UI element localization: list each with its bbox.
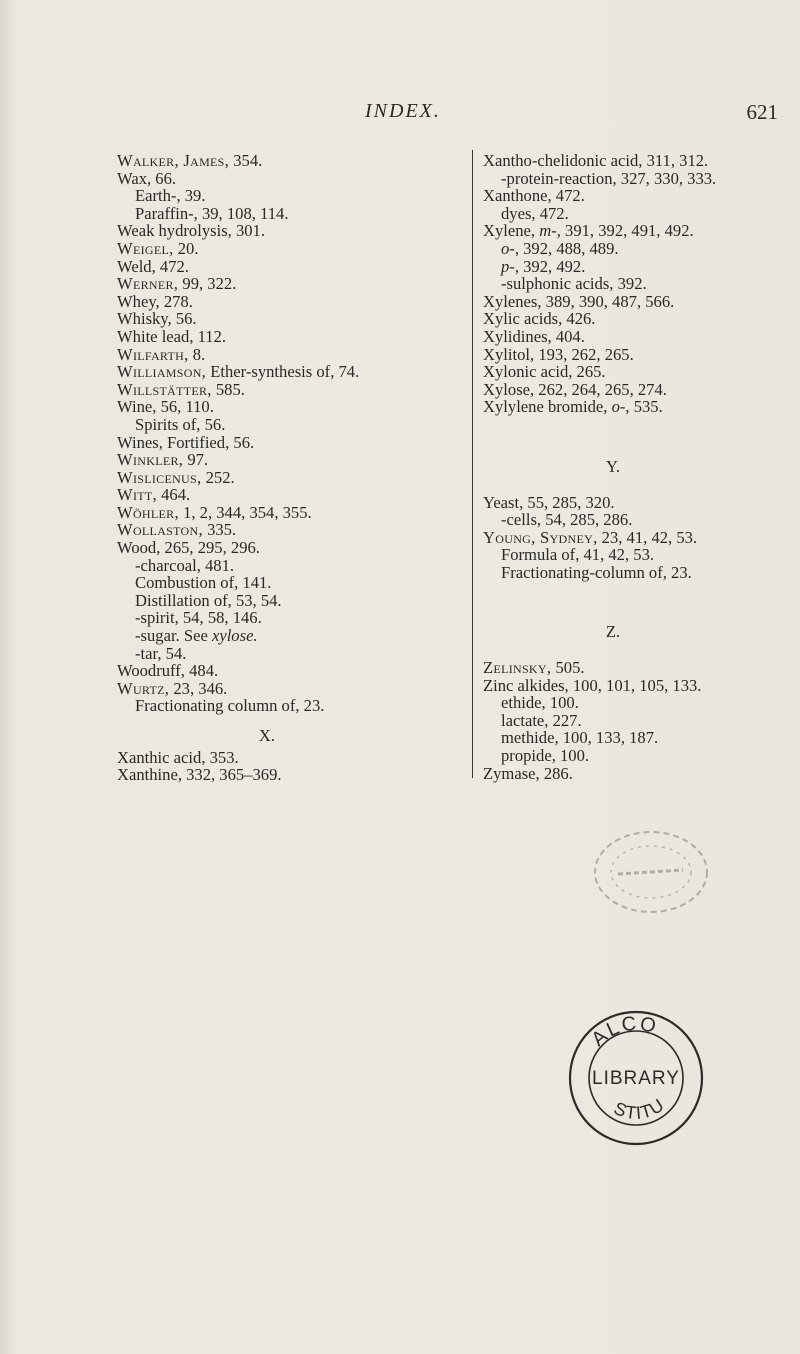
entry-text: -charcoal, 481. xyxy=(135,555,235,575)
entry-text: Distillation of, 53, 54. xyxy=(135,590,282,610)
entry-name: Williamson, xyxy=(117,362,207,382)
entry-text: Wines, Fortified, 56. xyxy=(117,432,255,452)
header-title: INDEX. xyxy=(365,100,441,122)
entry-text: propide, 100. xyxy=(501,746,590,766)
index-entry xyxy=(117,346,457,364)
index-entry xyxy=(483,677,783,695)
index-entry xyxy=(117,766,457,784)
index-entry xyxy=(117,451,457,469)
entry-text: Zinc alkides, 100, 101, 105, 133. xyxy=(483,675,702,695)
entry-text: Wood, 265, 295, 296. xyxy=(117,538,260,558)
index-entry xyxy=(117,645,457,663)
entry-text: -cells, 54, 285, 286. xyxy=(501,510,633,530)
entry-name: Weigel, xyxy=(117,238,174,258)
entry-text: -protein-reaction, 327, 330, 333. xyxy=(501,168,717,188)
index-entry xyxy=(117,381,457,399)
index-entry xyxy=(483,694,783,712)
index-entry xyxy=(483,328,783,346)
entry-pages: 354. xyxy=(229,151,263,170)
index-entry xyxy=(483,152,783,170)
entry-name: Willstätter, xyxy=(117,379,212,399)
entry-name: Wöhler, xyxy=(117,502,179,522)
entry-text: , 392, 492. xyxy=(514,256,586,276)
index-entry xyxy=(117,434,457,452)
entry-text: -sugar. See xyxy=(135,626,212,646)
entry-text: -sulphonic acids, 392. xyxy=(501,274,647,294)
index-entry xyxy=(117,521,457,539)
entry-pages: 23, 41, 42, 53. xyxy=(597,527,698,547)
index-entry xyxy=(483,346,783,364)
entry-text: Wax, 66. xyxy=(117,168,177,188)
index-entry xyxy=(117,749,457,767)
entry-text: Earth-, 39. xyxy=(135,186,206,206)
entry-text: Paraffin-, 39, 108, 114. xyxy=(135,203,289,223)
entry-pages: 335. xyxy=(202,520,237,540)
entry-pages: 464. xyxy=(156,485,191,505)
index-entry xyxy=(117,152,457,170)
index-entry xyxy=(117,539,457,557)
index-entry xyxy=(483,240,783,258)
index-entry xyxy=(117,680,457,698)
index-entry xyxy=(483,363,783,381)
entry-pages: Ether-synthesis of, 74. xyxy=(206,362,360,382)
index-entry xyxy=(117,363,457,381)
entry-text: Xylose, 262, 264, 265, 274. xyxy=(483,379,667,399)
entry-text: -tar, 54. xyxy=(135,643,187,663)
entry-pages: 505. xyxy=(551,658,585,678)
entry-text: Combustion of, 141. xyxy=(135,573,272,593)
index-entry xyxy=(483,398,783,416)
index-entry xyxy=(117,574,457,592)
entry-text: Fractionating-column of, 23. xyxy=(501,562,692,582)
index-entry xyxy=(117,697,457,715)
index-entry xyxy=(117,240,457,258)
index-entry xyxy=(117,486,457,504)
entry-name: Wollaston, xyxy=(117,520,203,540)
index-entry xyxy=(117,416,457,434)
index-entry xyxy=(483,546,783,564)
entry-text: Zymase, 286. xyxy=(483,763,573,783)
entry-italic: xylose. xyxy=(211,626,258,646)
entry-text: Xylic acids, 426. xyxy=(483,309,596,329)
index-entry xyxy=(117,258,457,276)
index-entry xyxy=(483,275,783,293)
entry-text: White lead, 112. xyxy=(117,326,227,346)
library-stamp xyxy=(566,1008,706,1148)
entry-prefix: p- xyxy=(501,256,515,276)
index-block-x xyxy=(117,749,457,784)
entry-text: Xylidines, 404. xyxy=(483,326,585,346)
entry-text: Xylonic acid, 265. xyxy=(483,362,606,382)
entry-text: ethide, 100. xyxy=(501,693,579,713)
entry-text: Weld, 472. xyxy=(117,256,189,276)
index-entry xyxy=(117,222,457,240)
index-entry xyxy=(483,765,783,783)
index-block-x-cont xyxy=(483,152,783,416)
entry-text: Xylylene bromide, xyxy=(483,397,612,417)
index-entry xyxy=(483,310,783,328)
entry-text: Formula of, 41, 42, 53. xyxy=(501,545,655,565)
index-entry xyxy=(483,381,783,399)
entry-pages: 252. xyxy=(201,467,235,487)
index-entry xyxy=(117,398,457,416)
index-entry xyxy=(483,170,783,188)
index-entry xyxy=(117,504,457,522)
section-letter-y: Y. xyxy=(606,456,620,476)
index-entry xyxy=(117,170,457,188)
entry-name: Winkler, xyxy=(117,450,184,470)
index-entry xyxy=(483,659,783,677)
entry-pages: 20. xyxy=(173,238,199,258)
entry-text: Whisky, 56. xyxy=(117,309,197,329)
entry-pages: 23, 346. xyxy=(169,678,228,698)
index-entry xyxy=(483,712,783,730)
index-entry xyxy=(117,627,457,645)
entry-name: Witt, xyxy=(117,485,157,505)
index-entry xyxy=(483,258,783,276)
entry-text: Fractionating column of, 23. xyxy=(135,696,325,716)
column-divider xyxy=(472,150,473,778)
entry-text: Spirits of, 56. xyxy=(135,414,226,434)
index-entry xyxy=(483,187,783,205)
index-entry xyxy=(483,564,783,582)
running-header xyxy=(0,100,800,130)
entry-text: dyes, 472. xyxy=(501,203,569,223)
entry-pages: 8. xyxy=(188,344,206,364)
index-block-w xyxy=(117,152,457,715)
entry-name: Wislicenus, xyxy=(117,467,202,487)
entry-text: Xanthone, 472. xyxy=(483,186,585,206)
entry-pages: 97. xyxy=(183,450,209,470)
entry-text: Xanthic acid, 353. xyxy=(117,747,239,767)
index-entry xyxy=(483,747,783,765)
entry-text: Weak hydrolysis, 301. xyxy=(117,221,265,241)
entry-pages: 1, 2, 344, 354, 355. xyxy=(178,502,312,522)
index-entry xyxy=(117,592,457,610)
entry-name: Werner, xyxy=(117,274,179,294)
entry-text: methide, 100, 133, 187. xyxy=(501,728,659,748)
index-column-left xyxy=(117,152,457,784)
entry-name: Wurtz, xyxy=(117,678,170,698)
index-entry xyxy=(117,662,457,680)
index-entry xyxy=(483,529,783,547)
entry-italic: m- xyxy=(539,221,557,241)
entry-text: Woodruff, 484. xyxy=(117,661,219,681)
entry-text: Xylenes, 389, 390, 487, 566. xyxy=(483,291,675,311)
index-entry xyxy=(483,293,783,311)
entry-text: Whey, 278. xyxy=(117,291,193,311)
index-entry xyxy=(117,310,457,328)
stamp-label: LIBRARY xyxy=(592,1068,680,1089)
index-entry xyxy=(117,328,457,346)
index-block-z xyxy=(483,659,783,782)
faded-stamp-icon xyxy=(588,822,714,922)
entry-pages: , 535. xyxy=(625,397,663,417)
entry-italic: o- xyxy=(611,397,626,417)
index-entry xyxy=(117,469,457,487)
section-letter-z: Z. xyxy=(605,622,621,642)
entry-text: Yeast, 55, 285, 320. xyxy=(483,492,615,512)
index-entry xyxy=(483,729,783,747)
index-entry xyxy=(483,494,783,512)
entry-pages: 99, 322. xyxy=(178,274,237,294)
entry-text: lactate, 227. xyxy=(501,710,582,730)
index-entry xyxy=(483,222,783,240)
index-entry xyxy=(117,187,457,205)
index-entry xyxy=(117,205,457,223)
index-entry xyxy=(483,511,783,529)
page-number: 621 xyxy=(746,100,778,124)
index-entry xyxy=(117,557,457,575)
entry-prefix: o- xyxy=(501,238,515,258)
entry-text: Wine, 56, 110. xyxy=(117,397,214,417)
entry-text: Xylitol, 193, 262, 265. xyxy=(483,344,634,364)
stamp-arc-top: ALCO xyxy=(587,1012,660,1051)
section-letter-x: X. xyxy=(258,726,276,745)
index-column-right xyxy=(483,152,783,782)
index-entry xyxy=(117,293,457,311)
entry-text: , 392, 488, 489. xyxy=(514,238,619,258)
entry-name: Wilfarth, xyxy=(117,344,189,364)
entry-text: Xylene, xyxy=(483,221,540,241)
entry-pages: , 391, 392, 491, 492. xyxy=(556,221,694,241)
index-entry xyxy=(117,275,457,293)
entry-text: Xanthine, 332, 365–369. xyxy=(117,765,282,785)
entry-pages: 585. xyxy=(211,379,245,399)
index-block-y xyxy=(483,494,783,582)
entry-name: Zelinsky, xyxy=(483,658,552,678)
entry-name: Young, Sydney, xyxy=(483,527,598,547)
index-entry xyxy=(117,609,457,627)
stamp-arc-bottom: STITU xyxy=(610,1094,669,1124)
index-entry xyxy=(483,205,783,223)
svg-text:ALCO xyxy=(587,1012,660,1050)
entry-text: Xantho-chelidonic acid, 311, 312. xyxy=(483,151,709,170)
entry-name: Walker, James, xyxy=(117,151,230,170)
entry-text: -spirit, 54, 58, 146. xyxy=(135,608,262,628)
